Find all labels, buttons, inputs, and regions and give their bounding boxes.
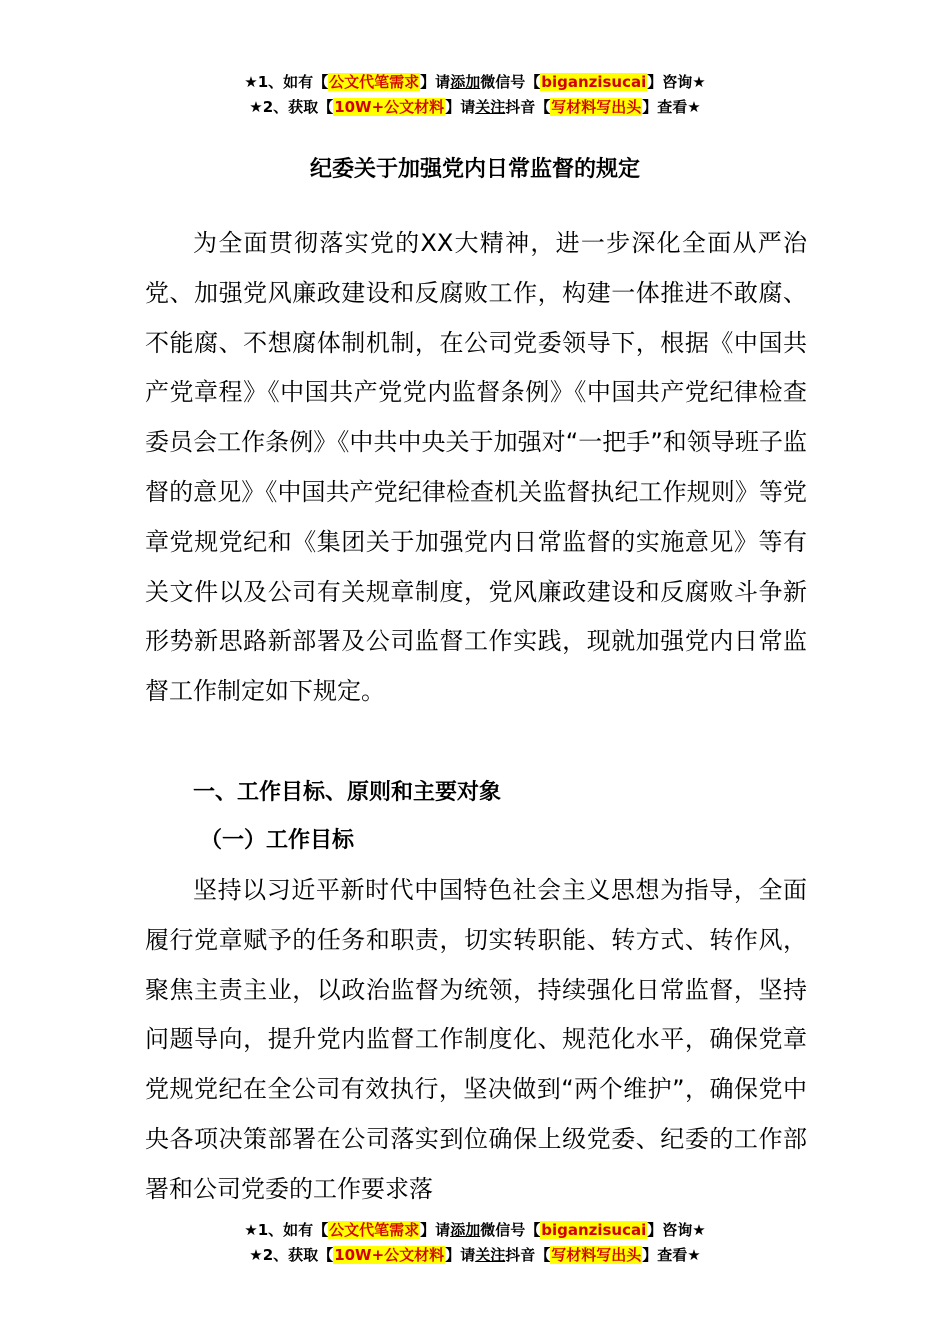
promo-line-2-bottom [0,1243,950,1267]
promo-text: ★2、获取【 [249,1246,334,1264]
wechat-id-highlight: biganzisucai [541,1221,647,1239]
promo-line-2-top [0,95,950,119]
document-title: 纪委关于加强党内日常监督的规定 [309,157,640,182]
promo-text: 】请 [445,1246,476,1264]
goal-paragraph: 坚持以习近平新时代中国特色社会主义思想为指导，全面履行党章赋予的任务和职责，切实转职能、转方式、转作风，聚焦主责主业，以政治监督为统领，持续强化日常监督，坚持问题导向，提升党内监督工作制度化、规范化水平，确保党章党规党纪在全公司有效执行，坚决做到“两个维护”，确保党中央各项决策部署在公司落实到位确保上级党委、纪委的工作部署和公司党委的工作要求落 [145,876,807,1203]
promo-highlight: 10W+公文材料 [334,98,445,116]
section-heading: 一、工作目标、原则和主要对象 [193,780,502,805]
promo-text: 】咨询★ [647,73,706,91]
promo-line-1-bottom [0,1218,950,1242]
promo-line-1-top [0,70,950,94]
wechat-id-highlight: biganzisucai [541,73,647,91]
promo-underlined: 添加 [450,1221,481,1239]
promo-highlight: 公文代笔需求 [329,73,420,91]
subsection-heading: （一）工作目标 [200,828,355,853]
promo-underlined: 关注 [475,98,506,116]
intro-paragraph: 为全面贯彻落实党的XX大精神，进一步深化全面从严治党、加强党风廉政建设和反腐败工作，构建一体推进不敢腐、不能腐、不想腐体制机制，在公司党委领导下，根据《中国共产党章程》《中国共产党党内监督条例》《中国共产党纪律检查委员会工作条例》《中共中央关于加强对“一把手”和领导班子监督的意见》《中国共产党纪律检查机关监督执纪工作规则》等党章党规党纪和《集团关于加强党内日常监督的实施意见》等有关文件以及公司有关规章制度，党风廉政建设和反腐败斗争新形势新思路新部署及公司监督工作实践，现就加强党内日常监督工作制定如下规定。 [145,229,807,706]
promo-text: 】查看★ [642,98,701,116]
promo-text: 】请 [420,73,451,91]
promo-text: 微信号【 [480,73,541,91]
promo-text: ★2、获取【 [249,98,334,116]
promo-text: 】咨询★ [647,1221,706,1239]
promo-underlined: 关注 [475,1246,506,1264]
promo-text: 】请 [420,1221,451,1239]
promo-text: 抖音【 [505,98,551,116]
promo-highlight: 公文代笔需求 [329,1221,420,1239]
promo-text: 微信号【 [480,1221,541,1239]
promo-text: 抖音【 [505,1246,551,1264]
promo-underlined: 添加 [450,73,481,91]
douyin-id-highlight: 写材料写出头 [551,1246,642,1264]
douyin-id-highlight: 写材料写出头 [551,98,642,116]
promo-text: 】请 [445,98,476,116]
promo-highlight: 10W+公文材料 [334,1246,445,1264]
promo-text: 】查看★ [642,1246,701,1264]
promo-text: ★1、如有【 [244,1221,329,1239]
promo-text: ★1、如有【 [244,73,329,91]
